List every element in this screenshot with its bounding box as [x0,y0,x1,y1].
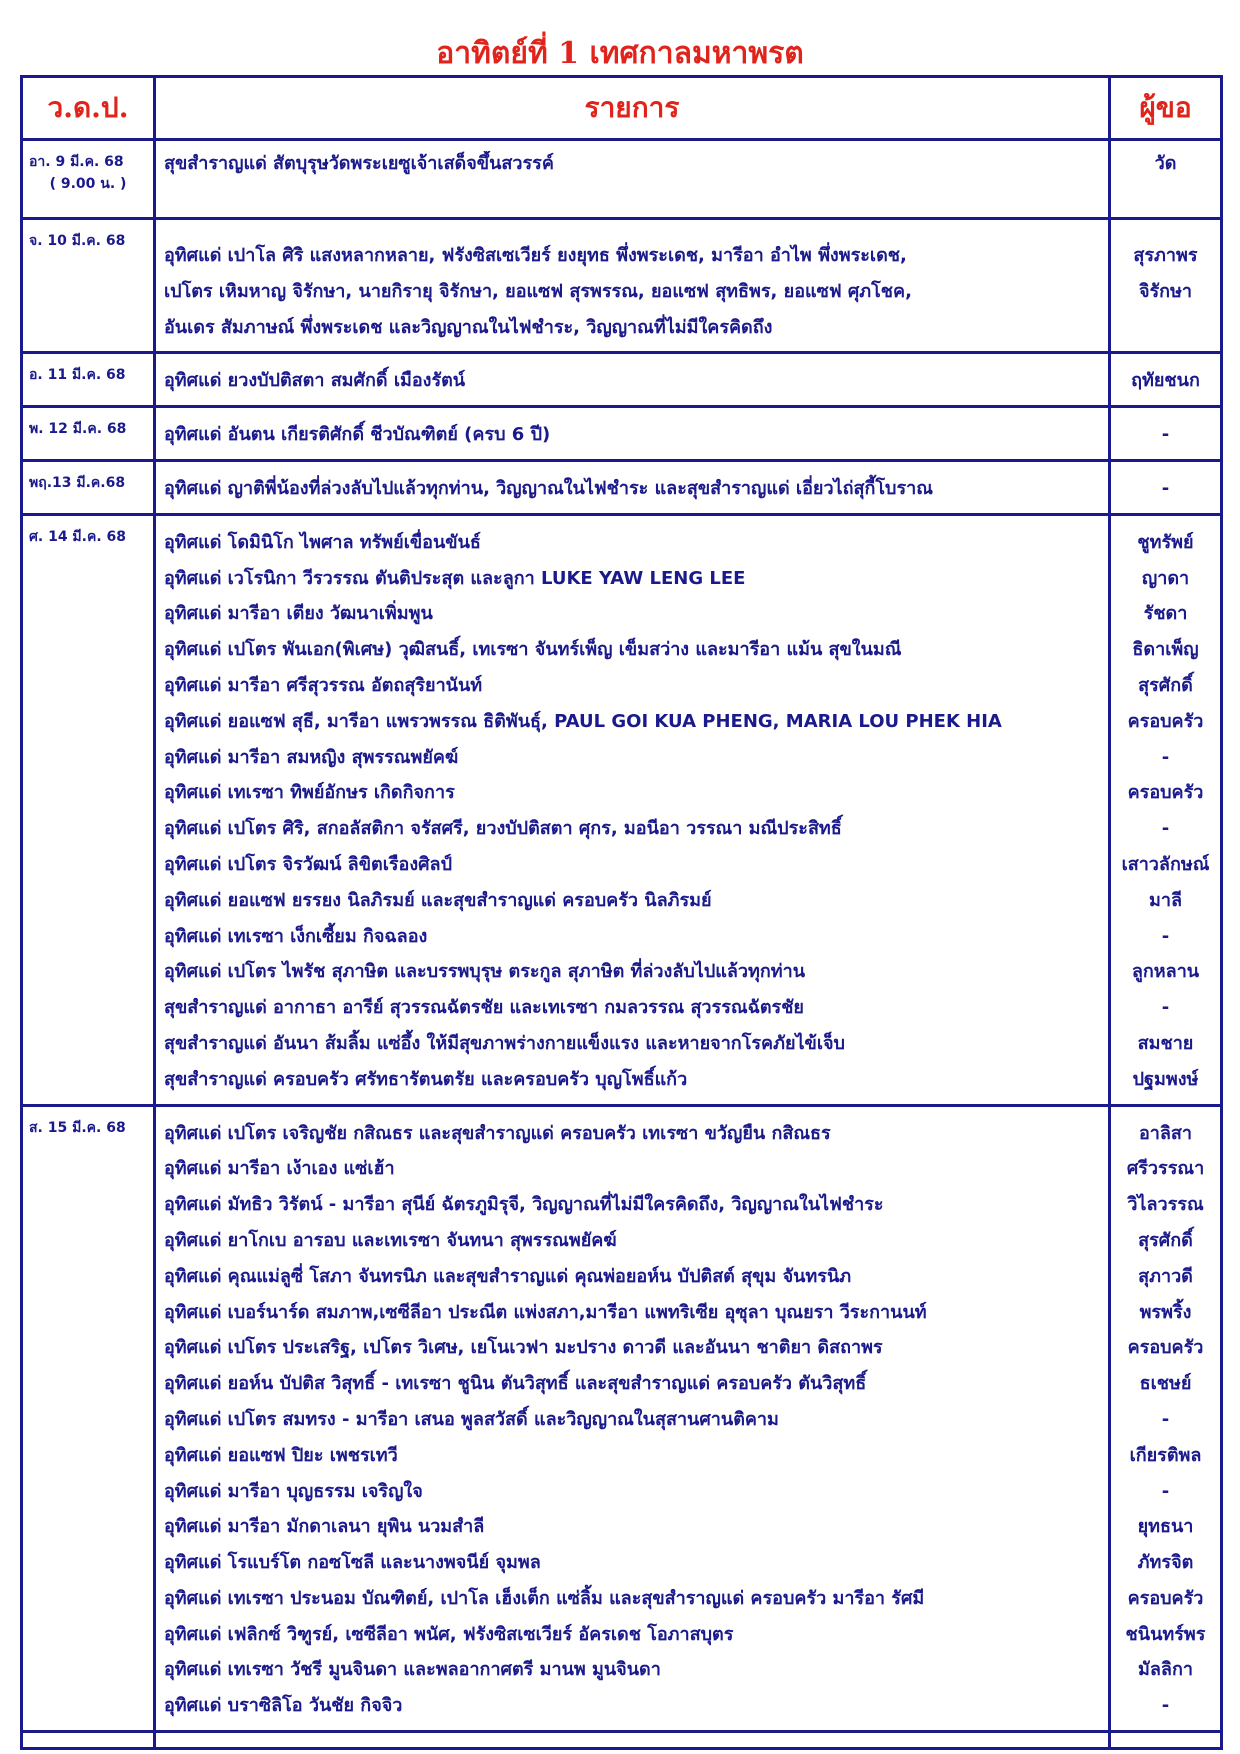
requester-name: สุรภาพร [1133,245,1198,266]
requester-name: - [1161,997,1170,1019]
intention-line: อุทิศแด่ บราซิลิโอ วันชัย กิจจิว [164,1695,403,1717]
requester-name: ธิดาเพ็ญ [1132,639,1199,661]
intention-line: อุทิศแด่ อันตน เกียรติศักดิ์ ชีวบัณฑิตย์ (ครบ 6 ปี) [164,424,551,446]
intention-line: อุทิศแด่ ยอแซฟ สุธี, มารีอา แพรวพรรณ ธิติพันธุ์, PAUL GOI KUA PHENG, MARIA LOU PHEK HIA [164,710,1002,732]
intention-line: อุทิศแด่ มารีอา ศรีสุวรรณ อัตถสุริยานันท์ [164,674,483,696]
requester-name: - [1161,925,1170,947]
requester-name: วิไลวรรณ [1127,1194,1204,1216]
date-text: จ. 10 มี.ค. 68 [29,233,126,249]
mass-intention-table [20,75,1223,1750]
requester-name: สุรศักดิ์ [1138,1229,1193,1251]
requester-name: สมชาย [1137,1032,1194,1054]
items-cell [155,140,1110,219]
date-cell [22,353,155,407]
intention-line: สุขสำราญแด่ สัตบุรุษวัดพระเยซูเจ้าเสด็จขึ้นสวรรค์ [164,153,554,174]
requester-name: ลูกหลาน [1131,961,1200,983]
requester-cell [1110,219,1222,353]
empty-cell [22,1732,155,1749]
items-cell [155,514,1110,1105]
intention-line: อุทิศแด่ มารีอา มักดาเลนา ยุพิน นวมสำลี [164,1516,485,1538]
requester-name: ศรีวรรณา [1126,1158,1205,1180]
intention-line: อุทิศแด่ เฟลิกซ์ วิฑูรย์, เซซีลีอา พนัศ, ฟรังซิสเซเวียร์ อัครเดช โอภาสบุตร [164,1623,734,1645]
intention-line: อุทิศแด่ มารีอา บุญธรรม เจริญใจ [164,1480,423,1502]
intention-line: อุทิศแด่ เปโตร จิรวัฒน์ ลิขิตเรืองศิลป์ [164,853,453,875]
requester-name: ครอบครัว [1127,1337,1204,1359]
empty-cell [1110,1732,1222,1749]
table-row [22,1105,1222,1732]
date-time: ( 9.00 น. ) [49,176,127,192]
intention-line: อุทิศแด่ ยอห์น บัปติส วิสุทธิ์ - เทเรซา ชูนิน ตันวิสุทธิ์ และสุขสำราญแด่ ครอบครัว ตันวิสุทธิ์ [164,1373,867,1395]
intention-line: อุทิศแด่ มัทธิว วิรัตน์ - มารีอา สุนีย์ ฉัตรภูมิรุจี, วิญญาณที่ไม่มีใครคิดถึง, วิญญาณในไฟชำระ [164,1194,884,1216]
intention-line: อุทิศแด่ คุณแม่ลูซี่ โสภา จันทรนิภ และสุขสำราญแด่ คุณพ่อยอห์น บัปติสต์ สุขุม จันทรนิภ [164,1265,852,1287]
intention-line: อุทิศแด่ เปโตร ศิริ, สกอลัสติกา จรัสศรี, ยวงบัปติสตา ศุกร, มอนีอา วรรณา มณีประสิทธิ์ [164,818,842,840]
empty-cell [155,1732,1110,1749]
requester-cell [1110,140,1222,219]
date-text: อ. 11 มี.ค. 68 [29,367,126,384]
intention-line: อุทิศแด่ ยวงบัปติสตา สมศักดิ์ เมืองรัตน์ [164,370,466,392]
page-title: อาทิตย์ที่ 1 เทศกาลมหาพรต [436,36,804,71]
intention-line: อุทิศแด่ เทเรซา ประนอม บัณฑิตย์, เปาโล เฮ็งเต็ก แซ่ลิ้ม และสุขสำราญแด่ ครอบครัว มารีอา รัศมี [164,1587,925,1609]
intention-line: อุทิศแด่ มารีอา เตียง วัฒนาเพิ่มพูน [164,603,433,625]
date-cell [22,407,155,461]
table-row [22,140,1222,219]
intention-line: อุทิศแด่ มารีอา เง้าเอง แซ่เฮ้า [164,1158,395,1180]
date-cell [22,140,155,219]
intention-line: อุทิศแด่ ยอแซฟ ปิยะ เพชรเทวี [164,1444,398,1466]
date-text: พ. 12 มี.ค. 68 [29,421,127,438]
intention-line: อุทิศแด่ ญาติพี่น้องที่ล่วงลับไปแล้วทุกท่าน, วิญญาณในไฟชำระ และสุขสำราญแด่ เอี่ยวไถ่สุกี้โบราณ [164,477,933,499]
intention-line: อุทิศแด่ เทเรซา ทิพย์อักษร เกิดกิจการ [164,782,455,804]
intention-line: อุทิศแด่ เทเรซา เง็กเซี้ยม กิจฉลอง [164,925,428,947]
intention-line: อุทิศแด่ ยาโกเบ อารอบ และเทเรซา จันทนา สุพรรณพยัคฆ์ [164,1229,617,1251]
table-row [22,460,1222,514]
requester-cell [1110,460,1222,514]
date-text: อา. 9 มี.ค. 68 [29,154,124,170]
table-row [22,407,1222,461]
requester-name: มาลี [1148,889,1182,911]
date-cell [22,219,155,353]
requester-name: - [1161,424,1170,446]
intention-line: อุทิศแด่ เปโตร สมทรง - มารีอา เสนอ พูลสวัสดิ์ และวิญญาณในสุสานศานติคาม [164,1408,779,1430]
requester-name: ธเชษย์ [1139,1373,1192,1395]
requester-name: - [1161,1480,1170,1502]
date-text: ศ. 14 มี.ค. 68 [29,528,127,545]
requester-name: เกียรติพล [1129,1444,1202,1466]
requester-cell [1110,353,1222,407]
intention-line: อุทิศแด่ โดมินิโก ไพศาล ทรัพย์เขื่อนขันธ์ [164,531,481,553]
intention-line: อันเดร สัมภาษณ์ พึ่งพระเดช และวิญญาณในไฟชำระ, วิญญาณที่ไม่มีใครคิดถึง [164,316,773,338]
intention-line: อุทิศแด่ เวโรนิกา วีรวรรณ ตันติประสุต และลูกา LUKE YAW LENG LEE [164,567,746,589]
requester-name: ยุทธนา [1137,1516,1194,1538]
requester-name: - [1161,1408,1170,1430]
intention-line: สุขสำราญแด่ ครอบครัว ศรัทธารัตนตรัย และครอบครัว บุญโพธิ์แก้ว [164,1068,688,1090]
date-cell [22,1105,155,1732]
requester-cell [1110,407,1222,461]
date-cell [22,514,155,1105]
table-row [22,1732,1222,1749]
intention-line: สุขสำราญแด่ อันนา ส้มลิ้ม แซ่อึ้ง ให้มีสุขภาพร่างกายแข็งแรง และหายจากโรคภัยไข้เจ็บ [164,1032,845,1054]
header-date: ว.ด.ป. [22,77,155,140]
requester-name: ภัทรจิต [1137,1552,1194,1574]
items-cell [155,1105,1110,1732]
requester-name: รัชดา [1143,603,1188,625]
requester-name: เสาวลักษณ์ [1121,853,1210,875]
requester-name: ญาดา [1141,567,1190,589]
intention-line: อุทิศแด่ เบอร์นาร์ด สมภาพ,เซซีลีอา ประณีต แพ่งสภา,มารีอา แพทริเซีย อุซุลา บุณยรา วีระกานนท์ [164,1301,927,1323]
intention-line: อุทิศแด่ เปโตร ไพรัช สุภาษิต และบรรพบุรุษ ตระกูล สุภาษิต ที่ล่วงลับไปแล้วทุกท่าน [164,961,806,983]
requester-name: - [1161,818,1170,840]
requester-name: ชูทรัพย์ [1137,531,1194,553]
intention-line: อุทิศแด่ เปาโล ศิริ แสงหลากหลาย, ฟรังซิสเซเวียร์ ยงยุทธ พึ่งพระเดช, มารีอา อำไพ พึ่งพระเดช, [164,245,907,266]
date-cell [22,460,155,514]
requester-cell [1110,1105,1222,1732]
intention-line: อุทิศแด่ เปโตร ประเสริฐ, เปโตร วิเศษ, เยโนเวฟา มะปราง ดาวดี และอันนา ชาติยา ดิสถาพร [164,1337,883,1359]
intention-line: อุทิศแด่ มารีอา สมหญิง สุพรรณพยัคฆ์ [164,746,459,768]
table-row [22,353,1222,407]
header-row [22,77,1222,140]
date-text: พฤ.13 มี.ค.68 [29,474,126,491]
requester-name: อาลิสา [1138,1122,1193,1144]
intention-line: สุขสำราญแด่ อากาธา อารีย์ สุวรรณฉัตรชัย และเทเรซา กมลวรรณ สุวรรณฉัตรชัย [164,997,804,1019]
requester-name: จิรักษา [1138,280,1193,302]
header-requester: ผู้ขอ [1110,77,1222,140]
requester-name: วัด [1154,153,1177,174]
items-cell [155,407,1110,461]
items-cell [155,353,1110,407]
requester-name: ปฐมพงษ์ [1132,1068,1199,1090]
requester-cell [1110,514,1222,1105]
requester-name: - [1161,477,1170,499]
intention-line: อุทิศแด่ เทเรซา วัชรี มูนจินดา และพลอากาศตรี มานพ มูนจินดา [164,1659,661,1681]
intention-line: อุทิศแด่ โรแบร์โต กอซโซลี และนางพจนีย์ จุมพล [164,1552,541,1574]
intention-line: เปโตร เหิมหาญ จิรักษา, นายกิรายุ จิรักษา, ยอแซฟ สุรพรรณ, ยอแซฟ สุทธิพร, ยอแซฟ ศุภโชค, [164,280,912,302]
items-cell [155,219,1110,353]
requester-name: สุภาวดี [1138,1265,1193,1287]
date-text: ส. 15 มี.ค. 68 [29,1119,126,1136]
requester-name: มัลลิกา [1138,1659,1193,1681]
intention-line: อุทิศแด่ ยอแซฟ ยรรยง นิลภิรมย์ และสุขสำราญแด่ ครอบครัว นิลภิรมย์ [164,889,712,911]
requester-name: ครอบครัว [1127,710,1204,732]
intention-line: อุทิศแด่ เปโตร พันเอก(พิเศษ) วุฒิสนธิ์, เทเรซา จันทร์เพ็ญ เข็มสว่าง และมารีอา แม้น สุขในมณี [164,639,902,661]
requester-name: พรพริ้ง [1139,1301,1192,1323]
requester-name: - [1161,746,1170,768]
items-cell [155,460,1110,514]
requester-name: ฤทัยชนก [1131,370,1200,392]
requester-name: ชนินทร์พร [1125,1623,1206,1645]
table-row [22,219,1222,353]
intention-line: อุทิศแด่ เปโตร เจริญชัย กสิณธร และสุขสำราญแด่ ครอบครัว เทเรซา ขวัญยืน กสิณธร [164,1122,831,1144]
requester-name: สุรศักดิ์ [1138,674,1193,696]
requester-name: - [1161,1695,1170,1717]
header-items: รายการ [155,77,1110,140]
requester-name: ครอบครัว [1127,1587,1204,1609]
requester-name: ครอบครัว [1127,782,1204,804]
table-row [22,514,1222,1105]
